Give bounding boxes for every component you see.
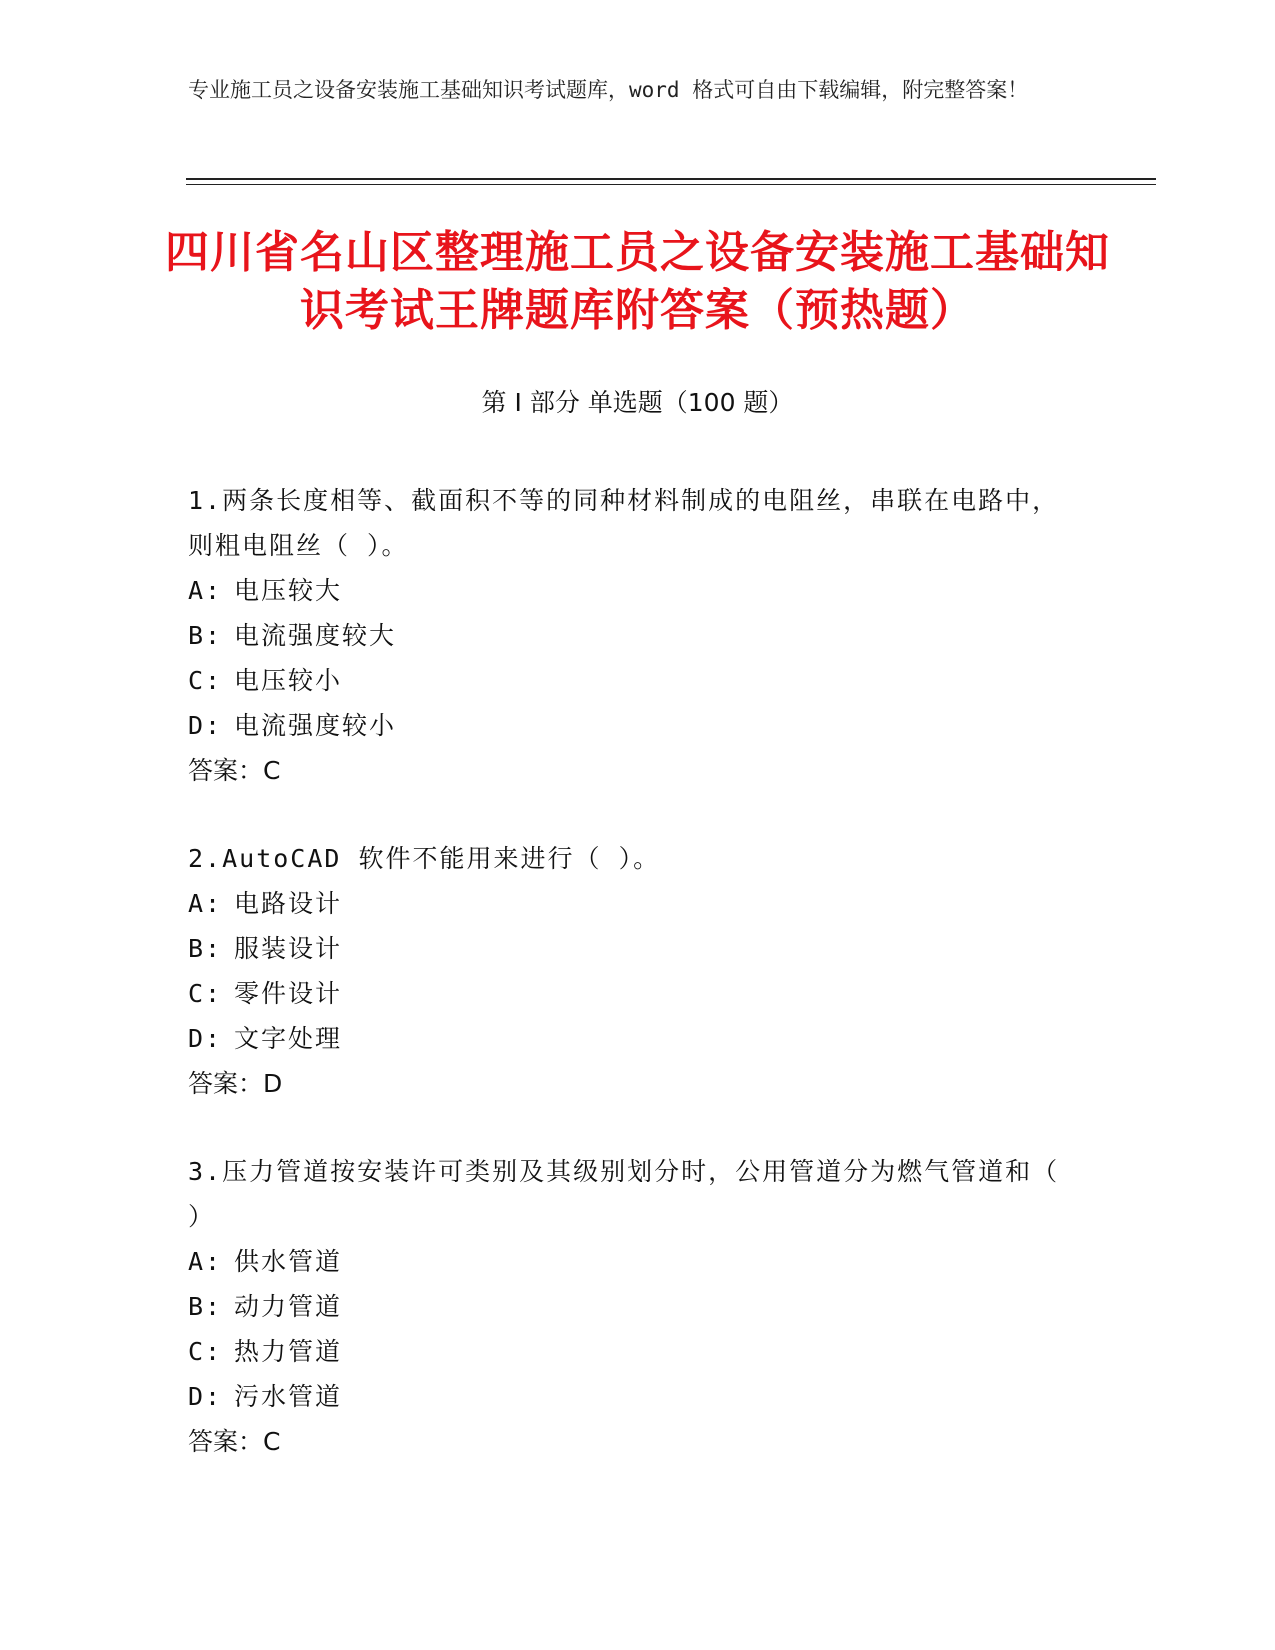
question-stem: 1.两条长度相等、截面积不等的同种材料制成的电阻丝，串联在电路中，则粗电阻丝（ ）。 — [188, 486, 1060, 560]
option-text: 电路设计 — [234, 889, 343, 918]
answer: 答案：C — [188, 756, 281, 785]
question-2 — [188, 836, 1068, 1106]
answer: 答案：D — [188, 1069, 283, 1098]
option-text: 文字处理 — [234, 1024, 343, 1053]
option-d — [188, 1374, 1068, 1419]
option-text: 动力管道 — [234, 1292, 343, 1321]
option-key: B: — [188, 934, 223, 963]
option-key: D: — [188, 711, 223, 740]
option-c — [188, 1329, 1068, 1374]
option-a — [188, 1239, 1068, 1284]
option-key: C: — [188, 979, 223, 1008]
option-key: A: — [188, 576, 223, 605]
question-1 — [188, 478, 1068, 793]
question-3 — [188, 1149, 1068, 1464]
option-key: A: — [188, 889, 223, 918]
option-text: 电流强度较大 — [234, 621, 397, 650]
option-text: 零件设计 — [234, 979, 343, 1008]
answer: 答案：C — [188, 1427, 281, 1456]
option-text: 热力管道 — [234, 1337, 343, 1366]
header-note: 专业施工员之设备安装施工基础知识考试题库，word 格式可自由下载编辑，附完整答案！ — [188, 78, 1029, 102]
option-text: 服装设计 — [234, 934, 343, 963]
option-c — [188, 971, 1068, 1016]
option-a — [188, 881, 1068, 926]
option-key: C: — [188, 1337, 223, 1366]
option-text: 污水管道 — [234, 1382, 343, 1411]
option-d — [188, 1016, 1068, 1061]
option-text: 电压较大 — [234, 576, 343, 605]
option-key: A: — [188, 1247, 223, 1276]
option-b — [188, 613, 1068, 658]
option-d — [188, 703, 1068, 748]
option-key: C: — [188, 666, 223, 695]
option-b — [188, 926, 1068, 971]
document-title: 四川省名山区整理施工员之设备安装施工基础知识考试王牌题库附答案（预热题） — [165, 227, 1110, 336]
option-key: B: — [188, 1292, 223, 1321]
option-key: B: — [188, 621, 223, 650]
option-text: 电流强度较小 — [234, 711, 397, 740]
question-stem: 3.压力管道按安装许可类别及其级别划分时，公用管道分为燃气管道和（ ） — [188, 1157, 1060, 1231]
header-divider-thin — [186, 184, 1156, 185]
section-title: 第 I 部分 单选题（100 题） — [481, 388, 794, 417]
option-c — [188, 658, 1068, 703]
option-key: D: — [188, 1382, 223, 1411]
header-divider-thick — [186, 178, 1156, 180]
question-stem: 2.AutoCAD 软件不能用来进行（ ）。 — [188, 844, 661, 873]
option-a — [188, 568, 1068, 613]
question-list — [188, 478, 1068, 1507]
option-text: 供水管道 — [234, 1247, 343, 1276]
option-key: D: — [188, 1024, 223, 1053]
option-b — [188, 1284, 1068, 1329]
option-text: 电压较小 — [234, 666, 343, 695]
